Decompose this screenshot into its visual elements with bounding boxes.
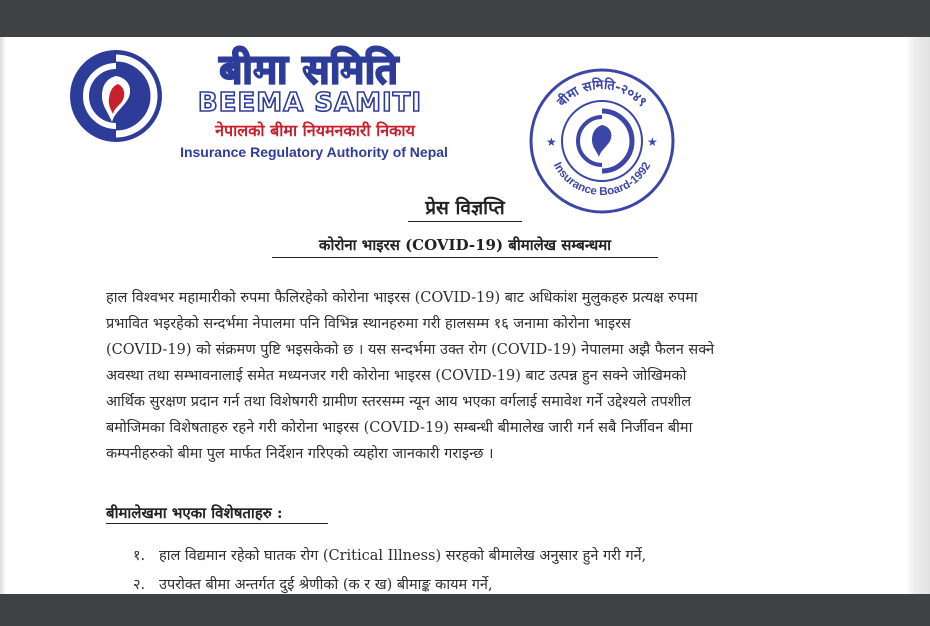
paragraph-line: हाल विश्वभर महामारीको रुपमा फैलिरहेको कोरोना भाइरस (COVID-19) बाट अधिकांश मुलुकहरु प्रत्यक्ष रुपमा bbox=[106, 290, 698, 306]
paragraph-line: आर्थिक सुरक्षण प्रदान गर्न तथा विशेषगरी ग्रामीण स्तरसम्म न्यून आय भएका वर्गलाई समावेश गर्ने उद्देश्यले तपशील bbox=[106, 394, 692, 410]
features-heading: बीमालेखमा भएका विशेषताहरु : bbox=[106, 504, 283, 522]
seal-top-text: बीमा समिति-२०४९ bbox=[554, 77, 650, 110]
list-item bbox=[133, 545, 833, 567]
svg-text:Insurance Board-1992 bbox=[551, 160, 653, 198]
paragraph-line: (COVID-19) को संक्रमण पुष्टि भइसकेको छ । यस सन्दर्भमा उक्त रोग (COVID-19) नेपालमा अझै फैलन सक्ने bbox=[106, 342, 715, 358]
seal-bottom-text: Insurance Board-1992 bbox=[550, 160, 654, 199]
title-underline bbox=[408, 221, 522, 222]
svg-text:★: ★ bbox=[546, 135, 557, 149]
top-frame-bar bbox=[0, 0, 930, 37]
list-item-number: १. bbox=[133, 548, 146, 564]
list-item bbox=[133, 574, 833, 596]
brand-tagline-nepali: नेपालको बीमा नियमनकारी निकाय bbox=[215, 121, 415, 140]
paragraph-line: बमोजिमका विशेषताहरु रहने गरी कोरोना भाइरस (COVID-19) सम्बन्धी बीमालेख जारी गर्न सबै निर्जीवन बीमा bbox=[106, 420, 693, 436]
brand-name-english: BEEMA SAMITI bbox=[197, 88, 423, 118]
features-underline bbox=[106, 523, 328, 524]
svg-text:बीमा समिति-२०४९ bbox=[553, 77, 649, 111]
brand-tagline-english: Insurance Regulatory Authority of Nepal bbox=[180, 144, 448, 160]
paragraph-line: प्रभावित भइरहेको सन्दर्भमा नेपालमा पनि विभिन्न स्थानहरुमा गरी हालसम्म १६ जनामा कोरोना भाइरस bbox=[106, 316, 631, 332]
svg-text:★: ★ bbox=[647, 135, 658, 149]
bottom-frame-bar bbox=[0, 594, 930, 626]
paragraph-line: कम्पनीहरुको बीमा पुल मार्फत निर्देशन गरिएको व्यहोरा जानकारी गराइन्छ । bbox=[106, 446, 494, 462]
paragraph-line: अवस्था तथा सम्भावनालाई समेत मध्यनजर गरी कोरोना भाइरस (COVID-19) बाट उत्पन्न हुन सक्ने जोखिमको bbox=[106, 368, 687, 384]
list-item-text: हाल विद्यमान रहेको घातक रोग (Critical Illness) सरहको बीमालेख अनुसार हुने गरी गर्ने, bbox=[159, 548, 647, 564]
page-left-edge bbox=[0, 37, 6, 594]
list-item-text: उपरोक्त बीमा अन्तर्गत दुई श्रेणीको (क र ख) बीमाङ्क कायम गर्ने, bbox=[159, 577, 493, 593]
page-right-shadow bbox=[906, 37, 930, 594]
insurance-board-seal bbox=[528, 67, 676, 215]
page-title: प्रेस विज्ञप्ति bbox=[425, 197, 505, 219]
subject-line: कोरोना भाइरस (COVID-19) बीमालेख सम्बन्धमा bbox=[318, 236, 612, 254]
brand-name-nepali: बीमा समिति bbox=[219, 47, 399, 93]
subject-underline bbox=[272, 257, 658, 258]
list-item-number: २. bbox=[133, 577, 146, 593]
beema-samiti-logo bbox=[68, 48, 164, 144]
